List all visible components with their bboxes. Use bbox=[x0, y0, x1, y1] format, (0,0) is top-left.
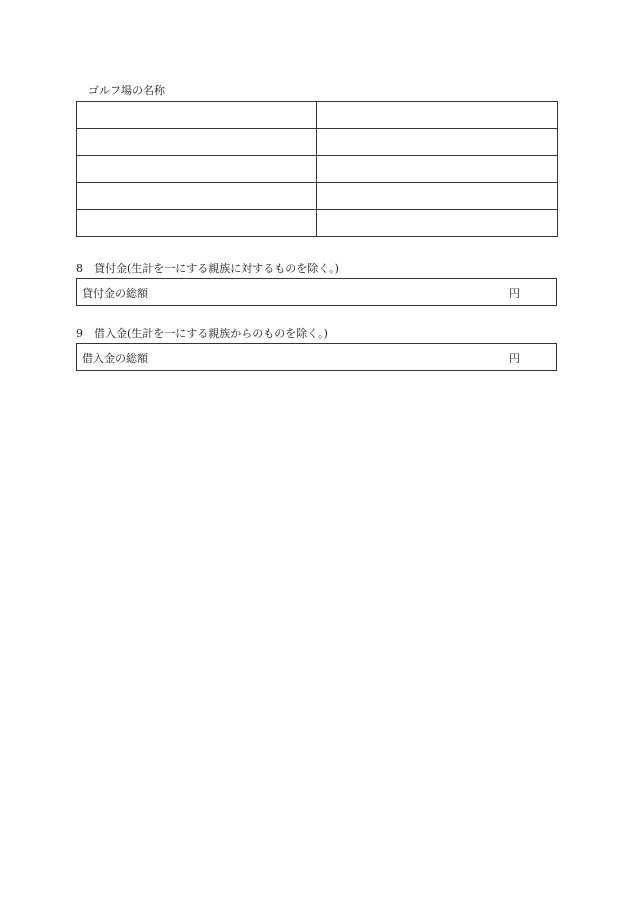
golf-course-cell[interactable] bbox=[77, 156, 317, 183]
golf-course-cell[interactable] bbox=[77, 129, 317, 156]
golf-course-name-title: ゴルフ場の名称 bbox=[88, 84, 165, 97]
loans-given-heading bbox=[76, 262, 339, 276]
table-row bbox=[77, 102, 558, 129]
table-row bbox=[77, 156, 558, 183]
golf-course-cell[interactable] bbox=[317, 210, 558, 237]
golf-course-cell[interactable] bbox=[77, 210, 317, 237]
golf-course-table bbox=[76, 101, 558, 237]
loans-borrowed-total-label: 借入金の総額 bbox=[82, 352, 148, 365]
golf-course-cell[interactable] bbox=[317, 129, 558, 156]
table-row bbox=[77, 183, 558, 210]
golf-course-cell[interactable] bbox=[77, 102, 317, 129]
section-number: 8 bbox=[76, 262, 83, 275]
golf-course-cell[interactable] bbox=[317, 156, 558, 183]
table-row bbox=[77, 210, 558, 237]
section-title: 貸付金(生計を一にする親族に対するものを除く。) bbox=[94, 262, 339, 275]
loans-borrowed-heading bbox=[76, 327, 328, 341]
loans-given-total-label: 貸付金の総額 bbox=[82, 287, 148, 300]
golf-course-cell[interactable] bbox=[317, 102, 558, 129]
golf-course-cell[interactable] bbox=[77, 183, 317, 210]
section-number: 9 bbox=[76, 327, 83, 340]
table-row bbox=[77, 129, 558, 156]
section-title: 借入金(生計を一にする親族からのものを除く。) bbox=[94, 327, 328, 340]
loans-given-total-box[interactable] bbox=[76, 278, 557, 306]
yen-unit-label: 円 bbox=[509, 352, 520, 365]
loans-borrowed-total-box[interactable] bbox=[76, 343, 557, 371]
golf-course-cell[interactable] bbox=[317, 183, 558, 210]
yen-unit-label: 円 bbox=[509, 287, 520, 300]
